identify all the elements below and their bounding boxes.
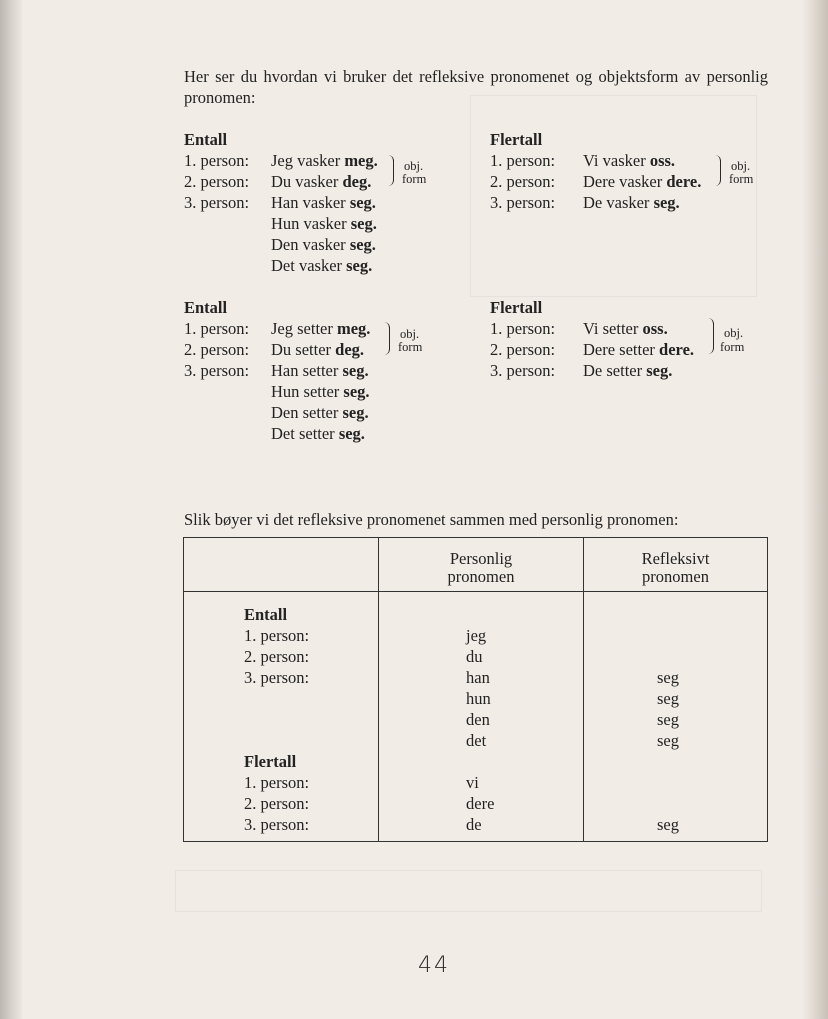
block2-plural-person-3: 3. person: [490, 361, 556, 380]
block1-plural-person-1: 1. person: [490, 151, 556, 170]
block1-sentence-han: Han vasker seg. [271, 193, 376, 212]
body-cell-reflexive [584, 592, 768, 842]
personal-dere: dere [466, 794, 495, 813]
table-singular-person-1: 1. person: [244, 626, 310, 645]
block1-sentence-den: Den vasker seg. [271, 235, 376, 254]
block2-person-1: 1. person: [184, 319, 250, 338]
personal-de: de [466, 815, 482, 834]
header-personal-line2: pronomen [447, 567, 515, 586]
personal-vi: vi [466, 773, 479, 792]
block1-singular-note-form: form [402, 172, 427, 186]
block1-plural-header: Flertall [490, 130, 543, 149]
block1-singular-brace [388, 155, 394, 186]
header-cell-personal [379, 538, 584, 592]
page-edge-shadow [802, 0, 828, 1019]
block1-sentence-hun: Hun vasker seg. [271, 214, 377, 233]
block2-sentence-du: Du setter deg. [271, 340, 365, 359]
reflexive-den: seg [657, 710, 679, 729]
block2-sentence-han: Han setter seg. [271, 361, 369, 380]
block2-sentence-dere: Dere setter dere. [583, 340, 695, 359]
block2-sentence-hun: Hun setter seg. [271, 382, 370, 401]
body-cell-personal [379, 592, 584, 842]
block1-sentence-dere: Dere vasker dere. [583, 172, 702, 191]
intro-paragraph: Her ser du hvordan vi bruker det refleksive pronomenet og objektsform av personlig pronomen: [184, 67, 768, 107]
table-singular-person-3: 3. person: [244, 668, 310, 687]
block1-plural-note-form: form [729, 172, 754, 186]
block1-sentence-det: Det vasker seg. [271, 256, 373, 275]
header-personal-line1: Personlig [449, 549, 513, 568]
block2-sentence-vi: Vi setter oss. [583, 319, 668, 338]
body-cell-persons [184, 592, 379, 842]
personal-han: han [466, 668, 490, 687]
block2-plural-note-obj: obj. [724, 326, 744, 340]
personal-det: det [466, 731, 487, 750]
block2-sentence-det: Det setter seg. [271, 424, 365, 443]
block2-singular-header: Entall [184, 298, 228, 317]
block1-singular-header: Entall [184, 130, 228, 149]
block2-sentence-de: De setter seg. [583, 361, 673, 380]
block1-person-3: 3. person: [184, 193, 250, 212]
block2-person-2: 2. person: [184, 340, 250, 359]
reflexive-det: seg [657, 731, 679, 750]
block1-person-2: 2. person: [184, 172, 250, 191]
header-reflexive-line1: Refleksivt [641, 549, 710, 568]
block2-plural-person-1: 1. person: [490, 319, 556, 338]
block1-plural-person-3: 3. person: [490, 193, 556, 212]
personal-du: du [466, 647, 483, 666]
block2-sentence-den: Den setter seg. [271, 403, 369, 422]
page-number: 44 [418, 953, 450, 978]
header-cell-empty [184, 538, 379, 592]
header-cell-reflexive [584, 538, 768, 592]
block1-plural-brace [715, 155, 721, 186]
table-plural-person-3: 3. person: [244, 815, 310, 834]
table-header-row [184, 538, 768, 592]
reflexive-hun: seg [657, 689, 679, 708]
block1-plural-person-2: 2. person: [490, 172, 556, 191]
personal-den: den [466, 710, 490, 729]
block1-plural-note-obj: obj. [731, 159, 751, 173]
header-reflexive-line2: pronomen [642, 567, 709, 586]
block2-singular-note-obj: obj. [400, 327, 420, 341]
reflexive-han: seg [657, 668, 679, 687]
pronoun-table [183, 537, 768, 842]
block1-sentence-de: De vasker seg. [583, 193, 680, 212]
block1-person-1: 1. person: [184, 151, 250, 170]
block2-sentence-jeg: Jeg setter meg. [271, 319, 371, 338]
page-binding-shadow [0, 0, 22, 1019]
table-intro: Slik bøyer vi det refleksive pronomenet sammen med personlig pronomen: [184, 510, 679, 529]
table-singular-header: Entall [244, 605, 288, 624]
table-plural-person-1: 1. person: [244, 773, 310, 792]
block2-person-3: 3. person: [184, 361, 250, 380]
block2-singular-brace [384, 322, 390, 355]
personal-hun: hun [466, 689, 491, 708]
table-plural-header: Flertall [244, 752, 297, 771]
block1-singular-note-obj: obj. [404, 159, 424, 173]
block2-plural-person-2: 2. person: [490, 340, 556, 359]
table-plural-person-2: 2. person: [244, 794, 310, 813]
block1-sentence-vi: Vi vasker oss. [583, 151, 676, 170]
table-singular-person-2: 2. person: [244, 647, 310, 666]
show-through-box [175, 870, 762, 912]
block1-sentence-jeg: Jeg vasker meg. [271, 151, 378, 170]
block2-plural-header: Flertall [490, 298, 543, 317]
personal-jeg: jeg [466, 626, 487, 645]
table-body-row [184, 592, 768, 842]
block2-plural-note-form: form [720, 340, 745, 354]
block2-singular-note-form: form [398, 340, 423, 354]
block2-plural-brace [708, 318, 714, 354]
block1-sentence-du: Du vasker deg. [271, 172, 372, 191]
reflexive-de: seg [657, 815, 679, 834]
